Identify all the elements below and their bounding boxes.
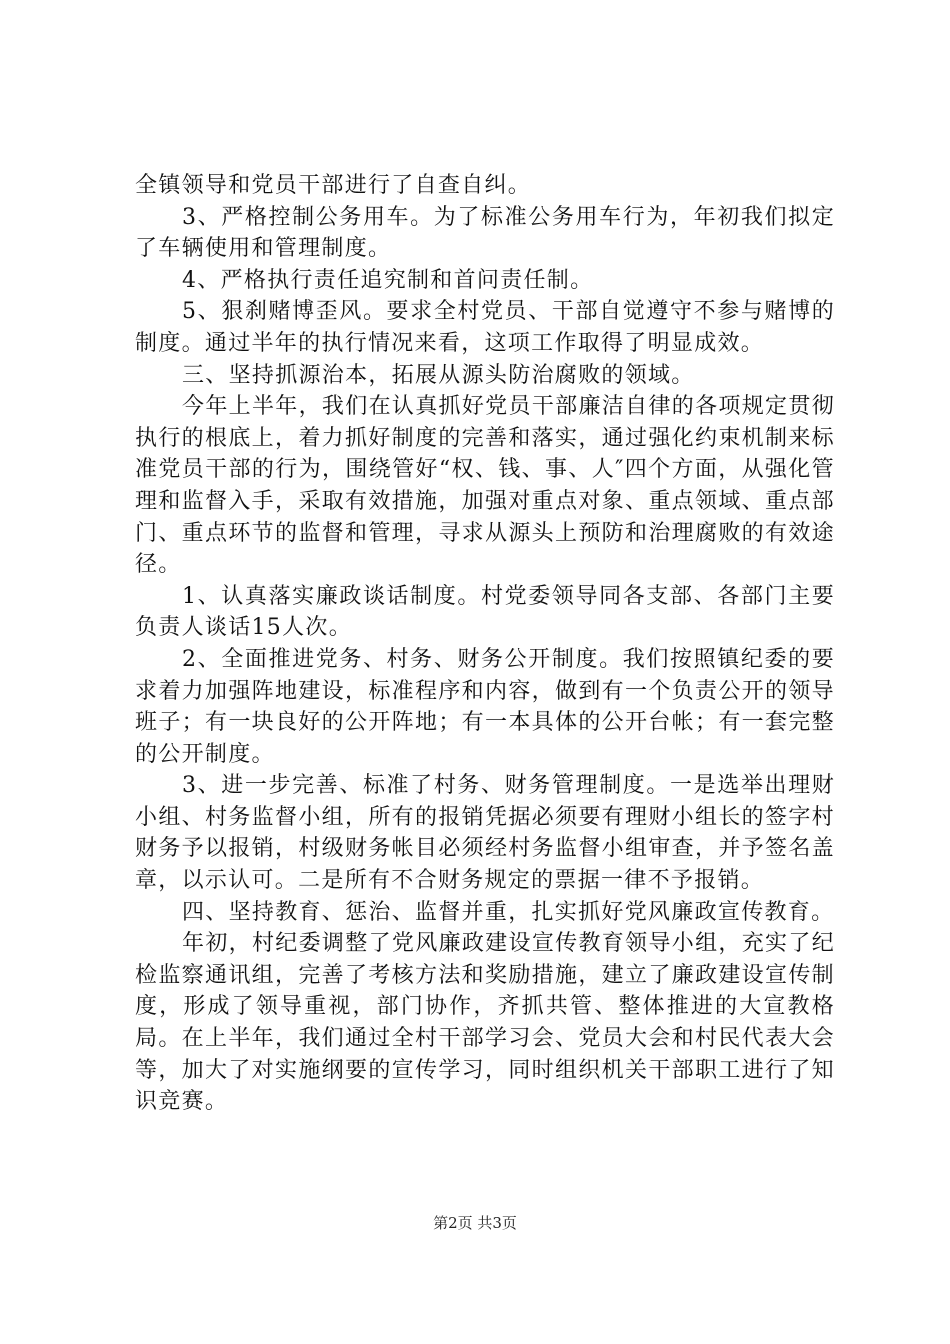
section-heading-4: 四、坚持教育、惩治、监督并重，扎实抓好党风廉政宣传教育。 bbox=[182, 899, 835, 925]
paragraph-item-4: 4、严格执行责任追究制和首问责任制。 bbox=[182, 267, 594, 293]
paragraph-section-3-item-2: 2、全面推进党务、村务、财务公开制度。我们按照镇纪委的要求着力加强阵地建设，标准程序和内容，做到有一个负责公开的领导班子；有一块良好的公开阵地；有一本具体的公开台帐；有一套完整的公开制度。 bbox=[135, 646, 835, 767]
paragraph-item-5: 5、狠刹赌博歪风。要求全村党员、干部自觉遵守不参与赌博的制度。通过半年的执行情况来看，这项工作取得了明显成效。 bbox=[135, 299, 835, 356]
page-number-footer: 第2页 共3页 bbox=[433, 1214, 517, 1232]
document-body bbox=[135, 170, 835, 1118]
paragraph-section-3-intro: 今年上半年，我们在认真抓好党员干部廉洁自律的各项规定贯彻执行的根底上，着力抓好制度的完善和落实，通过强化约束机制来标准党员干部的行为，围绕管好“权、钱、事、人″四个方面，从强化管理和监督入手，采取有效措施，加强对重点对象、重点领域、重点部门、重点环节的监督和管理，寻求从源头上预防和治理腐败的有效途径。 bbox=[135, 394, 835, 578]
paragraph-item-3: 3、严格控制公务用车。为了标准公务用车行为，年初我们拟定了车辆使用和管理制度。 bbox=[135, 204, 835, 262]
section-heading-3: 三、坚持抓源治本，拓展从源头防治腐败的领域。 bbox=[182, 362, 695, 388]
paragraph-section-4-body: 年初，村纪委调整了党风廉政建设宣传教育领导小组，充实了纪检监察通讯组，完善了考核方法和奖励措施，建立了廉政建设宣传制度，形成了领导重视，部门协作，齐抓共管、整体推进的大宣教格局。在上半年，我们通过全村干部学习会、党员大会和村民代表大会等，加大了对实施纲要的宣传学习，同时组织机关干部职工进行了知识竞赛。 bbox=[135, 931, 835, 1115]
paragraph-section-3-item-1: 1、认真落实廉政谈话制度。村党委领导同各支部、各部门主要负责人谈话15人次。 bbox=[135, 583, 835, 641]
paragraph-section-3-item-3: 3、进一步完善、标准了村务、财务管理制度。一是选举出理财小组、村务监督小组，所有的报销凭据必须要有理财小组长的签字村财务予以报销，村级财务帐目必须经村务监督小组审查，并予签名盖章，以示认可。二是所有不合财务规定的票据一律不予报销。 bbox=[135, 773, 835, 894]
paragraph-continuation: 全镇领导和党员干部进行了自查自纠。 bbox=[135, 173, 532, 198]
